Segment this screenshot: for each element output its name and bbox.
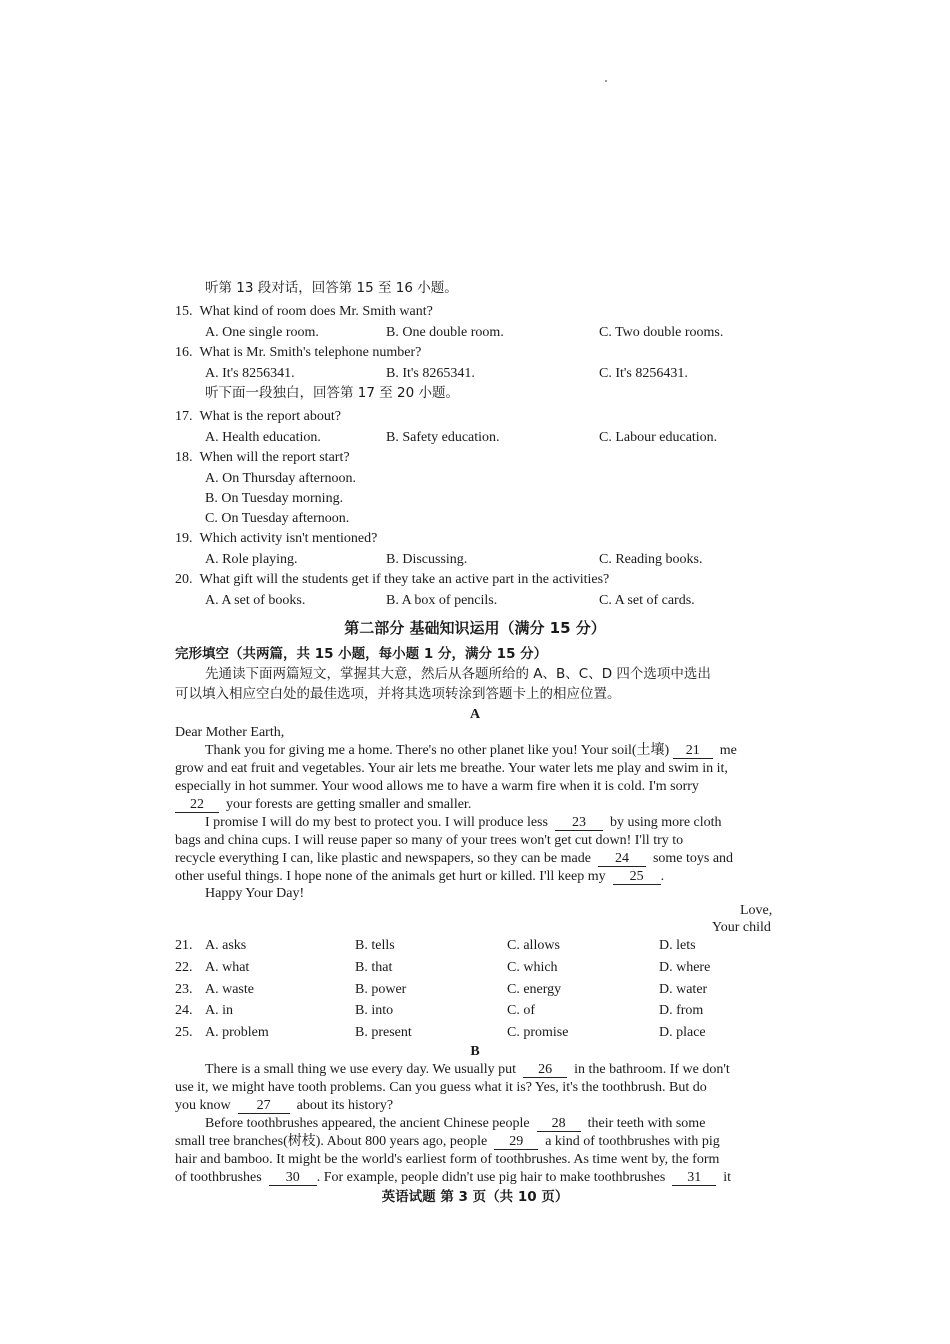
blank-30: 30: [269, 1171, 317, 1186]
passage-a-line: Thank you for giving me a home. There's no other planet like you! Your soil(土壤) 21 me: [205, 743, 737, 758]
q20-option-b: B. A box of pencils.: [386, 593, 498, 608]
cloze-instruction-2: 可以填入相应空白处的最佳选项，并将其选项转涂到答题卡上的相应位置。: [175, 686, 621, 702]
cloze-q22-option-c: C. which: [507, 960, 558, 975]
cloze-q23-option-a: A. waste: [205, 982, 254, 997]
blank-25: 25: [613, 870, 661, 885]
cloze-q24-option-d: D. from: [659, 1003, 704, 1018]
blank-22: 22: [175, 798, 219, 813]
letter-love: Love,: [740, 903, 773, 918]
cloze-q22-option-d: D. where: [659, 960, 711, 975]
part2-title: 第二部分 基础知识运用（满分 15 分）: [344, 619, 606, 637]
passage-a-line: grow and eat fruit and vegetables. Your air lets me breathe. Your water lets me play and swim in it,: [175, 761, 728, 776]
cloze-q25-option-d: D. place: [659, 1025, 706, 1040]
cloze-q23-num: 23.: [175, 982, 193, 997]
q16-option-a: A. It's 8256341.: [205, 366, 295, 381]
passage-b-line: hair and bamboo. It might be the world's earliest form of toothbrushes. As time went by, the form: [175, 1152, 720, 1167]
cloze-q23-option-d: D. water: [659, 982, 708, 997]
q19-option-a: A. Role playing.: [205, 552, 298, 567]
blank-28: 28: [537, 1117, 581, 1132]
q20-option-c: C. A set of cards.: [599, 593, 695, 608]
question-16: 16. What is Mr. Smith's telephone number?: [175, 345, 422, 360]
passage-b-line: you know 27 about its history?: [175, 1098, 394, 1113]
letter-greeting: Dear Mother Earth,: [175, 725, 285, 740]
blank-23: 23: [555, 816, 603, 831]
cloze-q24-option-c: C. of: [507, 1003, 535, 1018]
cloze-q24-option-b: B. into: [355, 1003, 394, 1018]
cloze-q23-option-c: C. energy: [507, 982, 562, 997]
instruction-dialog-13: 听第 13 段对话，回答第 15 至 16 小题。: [205, 280, 458, 296]
q15-option-a: A. One single room.: [205, 325, 319, 340]
question-19: 19. Which activity isn't mentioned?: [175, 531, 378, 546]
instruction-monologue: 听下面一段独白，回答第 17 至 20 小题。: [205, 385, 460, 401]
cloze-q21-option-a: A. asks: [205, 938, 247, 953]
passage-a-line: bags and china cups. I will reuse paper so many of your trees won't get cut down! I'll try to: [175, 833, 684, 848]
blank-24: 24: [598, 852, 646, 867]
q17-option-a: A. Health education.: [205, 430, 321, 445]
cloze-q22-option-a: A. what: [205, 960, 250, 975]
blank-26: 26: [523, 1063, 567, 1078]
cloze-q24-option-a: A. in: [205, 1003, 233, 1018]
question-15: 15. What kind of room does Mr. Smith want?: [175, 304, 433, 319]
q15-option-b: B. One double room.: [386, 325, 504, 340]
passage-a-line: especially in hot summer. Your wood allows me to have a warm fire when it is cold. I'm sorry: [175, 779, 699, 794]
cloze-q25-num: 25.: [175, 1025, 193, 1040]
cloze-q23-option-b: B. power: [355, 982, 407, 997]
passage-a-line: other useful things. I hope none of the animals get hurt or killed. I'll keep my 25 .: [175, 869, 665, 884]
page-footer: 英语试题 第 3 页（共 10 页）: [381, 1189, 569, 1205]
q19-option-b: B. Discussing.: [386, 552, 468, 567]
passage-b-label: B: [470, 1044, 480, 1059]
q18-option-b: B. On Tuesday morning.: [205, 491, 344, 506]
q18-option-c: C. On Tuesday afternoon.: [205, 511, 350, 526]
cloze-q21-option-b: B. tells: [355, 938, 395, 953]
cloze-instruction-1: 先通读下面两篇短文，掌握其大意，然后从各题所给的 A、B、C、D 四个选项中选出: [205, 666, 711, 682]
letter-signature: Your child: [712, 920, 771, 935]
passage-a-line: recycle everything I can, like plastic and newspapers, so they can be made 24 some toys and: [175, 851, 734, 866]
cloze-q21-option-c: C. allows: [507, 938, 560, 953]
passage-b-line: of toothbrushes 30 . For example, people didn't use pig hair to make toothbrushes 31 it: [175, 1170, 732, 1185]
q20-option-a: A. A set of books.: [205, 593, 306, 608]
cloze-q24-num: 24.: [175, 1003, 193, 1018]
cloze-q25-option-b: B. present: [355, 1025, 412, 1040]
blank-21: 21: [673, 744, 713, 759]
passage-a-line: I promise I will do my best to protect you. I will produce less 23 by using more cloth: [205, 815, 722, 830]
q19-option-c: C. Reading books.: [599, 552, 703, 567]
passage-a-label: A: [469, 707, 481, 722]
cloze-q25-option-a: A. problem: [205, 1025, 269, 1040]
blank-29: 29: [494, 1135, 538, 1150]
cloze-title: 完形填空（共两篇，共 15 小题，每小题 1 分，满分 15 分）: [175, 646, 548, 662]
passage-b-line: There is a small thing we use every day. We usually put 26 in the bathroom. If we don't: [205, 1062, 730, 1077]
question-20: 20. What gift will the students get if they take an active part in the activities?: [175, 572, 610, 587]
q17-option-c: C. Labour education.: [599, 430, 718, 445]
scan-speck: [605, 80, 607, 82]
letter-closing-line: Happy Your Day!: [205, 886, 305, 901]
passage-b-line: Before toothbrushes appeared, the ancient Chinese people 28 their teeth with some: [205, 1116, 706, 1131]
passage-b-line: small tree branches(树枝). About 800 years ago, people 29 a kind of toothbrushes with pig: [175, 1134, 720, 1149]
blank-31: 31: [672, 1171, 716, 1186]
q15-option-c: C. Two double rooms.: [599, 325, 724, 340]
cloze-q22-num: 22.: [175, 960, 193, 975]
cloze-q22-option-b: B. that: [355, 960, 393, 975]
q16-option-b: B. It's 8265341.: [386, 366, 475, 381]
q18-option-a: A. On Thursday afternoon.: [205, 471, 356, 486]
cloze-q25-option-c: C. promise: [507, 1025, 569, 1040]
passage-b-line: use it, we might have tooth problems. Can you guess what it is? Yes, it's the toothbrush. But do: [175, 1080, 707, 1095]
q17-option-b: B. Safety education.: [386, 430, 500, 445]
q16-option-c: C. It's 8256431.: [599, 366, 688, 381]
question-17: 17. What is the report about?: [175, 409, 342, 424]
cloze-q21-option-d: D. lets: [659, 938, 696, 953]
question-18: 18. When will the report start?: [175, 450, 350, 465]
blank-27: 27: [238, 1099, 290, 1114]
cloze-q21-num: 21.: [175, 938, 193, 953]
passage-a-line: 22 your forests are getting smaller and smaller.: [175, 798, 471, 813]
